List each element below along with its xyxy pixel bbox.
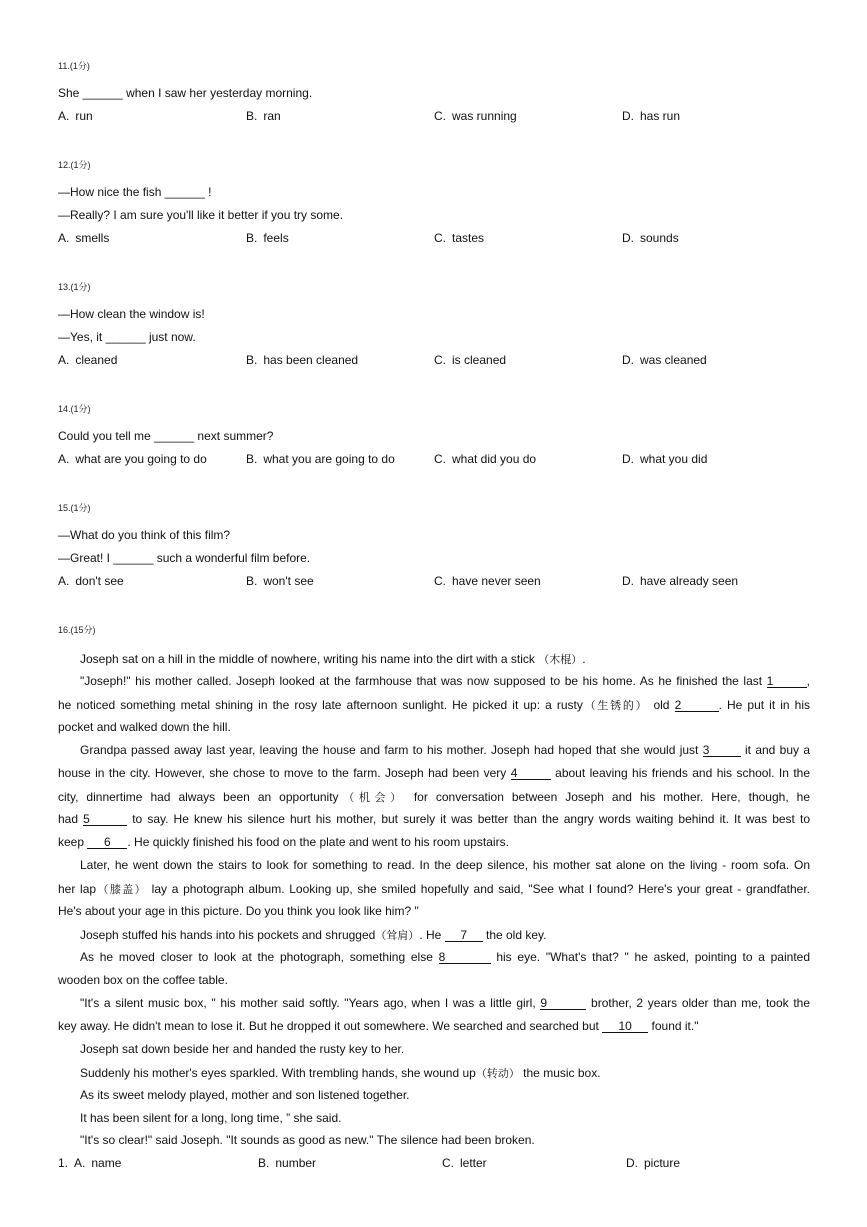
question-number-text: 13. — [58, 282, 71, 292]
option-text: picture — [644, 1156, 681, 1170]
option-b[interactable] — [246, 574, 314, 588]
blank-1[interactable]: 1 — [767, 675, 807, 688]
passage-text: city, dinnertime had always been an opportunity — [58, 790, 339, 804]
chinese-gloss: （机会） — [338, 791, 406, 804]
option-label: D. — [622, 353, 634, 367]
passage-line: "It's so clear!" said Joseph. "It sounds as good as new." The silence had been broken. — [80, 1133, 535, 1147]
option-c[interactable] — [434, 109, 517, 123]
question-number-text: 11. — [58, 61, 70, 71]
blank-8[interactable]: 8 — [439, 951, 491, 964]
question-stem: Could you tell me ______ next summer? — [58, 429, 274, 443]
question-number — [58, 501, 91, 514]
option-text: ran — [263, 109, 281, 123]
option-text: was cleaned — [640, 353, 707, 367]
option-text: what you did — [640, 452, 708, 466]
option-c[interactable] — [434, 353, 506, 367]
question-stem: —What do you think of this film? — [58, 528, 231, 542]
option-label: B. — [246, 574, 258, 588]
option-text: have never seen — [452, 574, 541, 588]
question-score: (1分) — [70, 404, 91, 414]
passage-text: Suddenly his mother's eyes sparkled. With trembling hands, she wound up — [80, 1066, 476, 1080]
option-label: D. — [622, 109, 634, 123]
option-b[interactable] — [246, 452, 395, 466]
option-label: D. — [622, 574, 634, 588]
question-number — [58, 158, 91, 171]
passage-text: "Joseph!" his mother called. Joseph looked at the farmhouse that was now supposed to be his home. As he finished the last — [80, 674, 767, 688]
question-score: (1分) — [70, 503, 91, 513]
question-stem: —Really? I am sure you'll like it better if you try some. — [58, 208, 344, 222]
passage-text: keep — [58, 835, 88, 849]
passage-line — [80, 950, 810, 964]
option-c[interactable] — [434, 574, 541, 588]
blank-6[interactable]: 6 — [87, 836, 127, 849]
option-label: B. — [246, 353, 258, 367]
passage-text: . He put it in his — [718, 698, 810, 712]
option-a[interactable] — [58, 109, 93, 123]
question-number — [58, 280, 91, 293]
passage-line — [80, 651, 810, 667]
option-text: what are you going to do — [75, 452, 207, 466]
passage-text: . He — [419, 928, 445, 942]
option-d[interactable] — [622, 353, 707, 367]
option-b[interactable] — [246, 353, 358, 367]
passage-line: Joseph sat down beside her and handed the rusty key to her. — [80, 1042, 405, 1056]
option-d[interactable] — [622, 231, 679, 245]
option-label: D. — [622, 452, 634, 466]
question-score: (1分) — [70, 282, 91, 292]
option-label: A. — [74, 1156, 86, 1170]
option-label: D. — [622, 231, 634, 245]
option-label: B. — [246, 452, 258, 466]
question-score: (1分) — [70, 160, 91, 170]
chinese-gloss: （木棍） — [538, 653, 583, 666]
chinese-gloss: （转动） — [475, 1067, 520, 1080]
question-stem: —Great! I ______ such a wonderful film before. — [58, 551, 311, 565]
option-text: has been cleaned — [263, 353, 359, 367]
question-number-text: 15. — [58, 503, 71, 513]
sub-question-number: 1. — [58, 1156, 69, 1170]
passage-text: found it." — [648, 1019, 699, 1033]
question-number-text: 12. — [58, 160, 71, 170]
blank-9[interactable]: 9 — [540, 997, 586, 1010]
passage-line — [58, 812, 810, 826]
passage-line — [80, 927, 810, 943]
option-text: was running — [452, 109, 517, 123]
option-d[interactable] — [626, 1156, 680, 1170]
passage-line: wooden box on the coffee table. — [58, 973, 228, 987]
option-b[interactable] — [258, 1156, 316, 1170]
passage-text: Grandpa passed away last year, leaving the house and farm to his mother. Joseph had hoped that she would just — [80, 743, 703, 757]
question-number — [58, 623, 96, 636]
passage-line: It has been silent for a long, long time, ” she said. — [80, 1111, 342, 1125]
passage-text: As he moved closer to look at the photograph, something else — [80, 950, 439, 964]
passage-line: pocket and walked down the hill. — [58, 720, 231, 734]
passage-text: house in the city. However, she chose to move to the farm. Joseph had been very — [58, 766, 511, 780]
passage-text: had — [58, 812, 84, 826]
passage-text: lay a photograph album. Looking up, she smiled hopefully and said, "See what I found? Here's your great - grandfather. — [146, 882, 811, 896]
passage-line: As its sweet melody played, mother and son listened together. — [80, 1088, 410, 1102]
question-score: (15分) — [70, 625, 96, 635]
passage-text: old — [648, 698, 675, 712]
option-c[interactable] — [442, 1156, 487, 1170]
option-label: C. — [434, 452, 446, 466]
passage-line — [58, 789, 810, 805]
option-text: have already seen — [640, 574, 739, 588]
option-a[interactable] — [58, 452, 207, 466]
option-label: A. — [58, 452, 70, 466]
passage-line — [80, 674, 810, 688]
option-text: tastes — [452, 231, 485, 245]
option-text: is cleaned — [452, 353, 507, 367]
option-text: number — [275, 1156, 317, 1170]
question-stem: —Yes, it ______ just now. — [58, 330, 196, 344]
passage-line: He's about your age in this picture. Do you think you look like him? " — [58, 904, 419, 918]
passage-line — [80, 996, 810, 1010]
option-label: C. — [434, 231, 446, 245]
passage-line — [58, 697, 810, 713]
question-stem: —How clean the window is! — [58, 307, 205, 321]
option-c[interactable] — [434, 452, 536, 466]
option-d[interactable] — [622, 109, 680, 123]
option-text: name — [91, 1156, 122, 1170]
question-stem: She ______ when I saw her yesterday morning. — [58, 86, 313, 100]
chinese-gloss: （生锈的） — [582, 699, 649, 712]
passage-text: . — [582, 652, 586, 666]
option-text: letter — [460, 1156, 487, 1170]
option-label: D. — [626, 1156, 638, 1170]
blank-10[interactable]: 10 — [602, 1020, 648, 1033]
blank-4[interactable]: 4 — [511, 767, 551, 780]
option-b[interactable] — [246, 109, 281, 123]
option-b[interactable] — [246, 231, 289, 245]
passage-text: Joseph stuffed his hands into his pockets and shrugged — [80, 928, 376, 942]
passage-text: he noticed something metal shining in the rosy late afternoon sunlight. He picked it up: a rusty — [58, 698, 583, 712]
question-number — [58, 59, 90, 72]
passage-text: it and buy a — [740, 743, 810, 757]
passage-text: , — [806, 674, 810, 688]
option-label: B. — [246, 109, 258, 123]
option-text: sounds — [640, 231, 679, 245]
option-label: A. — [58, 231, 70, 245]
option-label: C. — [434, 109, 446, 123]
passage-text: about leaving his friends and his school. In the — [550, 766, 810, 780]
passage-text: . He quickly finished his food on the plate and went to his room upstairs. — [127, 835, 509, 849]
question-number — [58, 402, 91, 415]
option-text: what you are going to do — [263, 452, 395, 466]
question-stem: —How nice the fish ______ ! — [58, 185, 212, 199]
option-d[interactable] — [622, 574, 738, 588]
option-label: C. — [434, 353, 446, 367]
passage-line — [58, 1019, 810, 1033]
option-text: feels — [263, 231, 289, 245]
passage-text: "It's a silent music box, " his mother said softly. "Years ago, when I was a little girl, — [80, 996, 541, 1010]
option-text: cleaned — [75, 353, 118, 367]
option-d[interactable] — [622, 452, 707, 466]
passage-line — [58, 766, 810, 780]
question-number-text: 16. — [58, 625, 71, 635]
option-text: what did you do — [452, 452, 537, 466]
passage-text: key away. He didn't mean to lose it. But he dropped it out somewhere. We searched and searched but — [58, 1019, 603, 1033]
option-a[interactable] — [58, 231, 109, 245]
option-text: won't see — [263, 574, 314, 588]
passage-text: Joseph sat on a hill in the middle of nowhere, writing his name into the dirt with a stick — [80, 652, 539, 666]
passage-line — [58, 835, 810, 849]
passage-text: his eye. "What's that? " he asked, pointing to a painted — [490, 950, 810, 964]
passage-line — [58, 881, 810, 897]
passage-text: to say. He knew his silence hurt his mother, but surely it was better than the angry words waiting behind it. It was best to — [127, 812, 810, 826]
passage-text: the music box. — [519, 1066, 601, 1080]
passage-line: Later, he went down the stairs to look for something to read. In the deep silence, his mother sat alone on the living - room sofa. On — [80, 858, 810, 872]
question-score: (1分) — [69, 61, 90, 71]
option-label: C. — [442, 1156, 454, 1170]
blank-3[interactable]: 3 — [703, 744, 741, 757]
passage-text: for conversation between Joseph and his mother. Here, though, he — [405, 790, 811, 804]
option-label: B. — [246, 231, 258, 245]
option-label: A. — [58, 574, 70, 588]
option-text: run — [75, 109, 93, 123]
passage-line — [80, 743, 810, 757]
blank-2[interactable]: 2 — [675, 699, 719, 712]
question-number-text: 14. — [58, 404, 71, 414]
option-label: B. — [258, 1156, 270, 1170]
option-a[interactable] — [58, 574, 124, 588]
passage-text: her lap — [58, 882, 97, 896]
option-label: A. — [58, 353, 70, 367]
passage-line — [80, 1065, 810, 1081]
option-text: smells — [75, 231, 110, 245]
option-text: has run — [640, 109, 681, 123]
option-c[interactable] — [434, 231, 484, 245]
chinese-gloss: （耸肩） — [375, 929, 420, 942]
passage-text: the old key. — [482, 928, 547, 942]
blank-5[interactable]: 5 — [83, 813, 127, 826]
chinese-gloss: （膝盖） — [96, 883, 147, 896]
option-label: A. — [58, 109, 70, 123]
option-text: don't see — [75, 574, 124, 588]
passage-text: brother, 2 years older than me, took the — [586, 996, 811, 1010]
blank-7[interactable]: 7 — [445, 929, 483, 942]
option-a[interactable] — [58, 1156, 121, 1170]
option-label: C. — [434, 574, 446, 588]
option-a[interactable] — [58, 353, 117, 367]
